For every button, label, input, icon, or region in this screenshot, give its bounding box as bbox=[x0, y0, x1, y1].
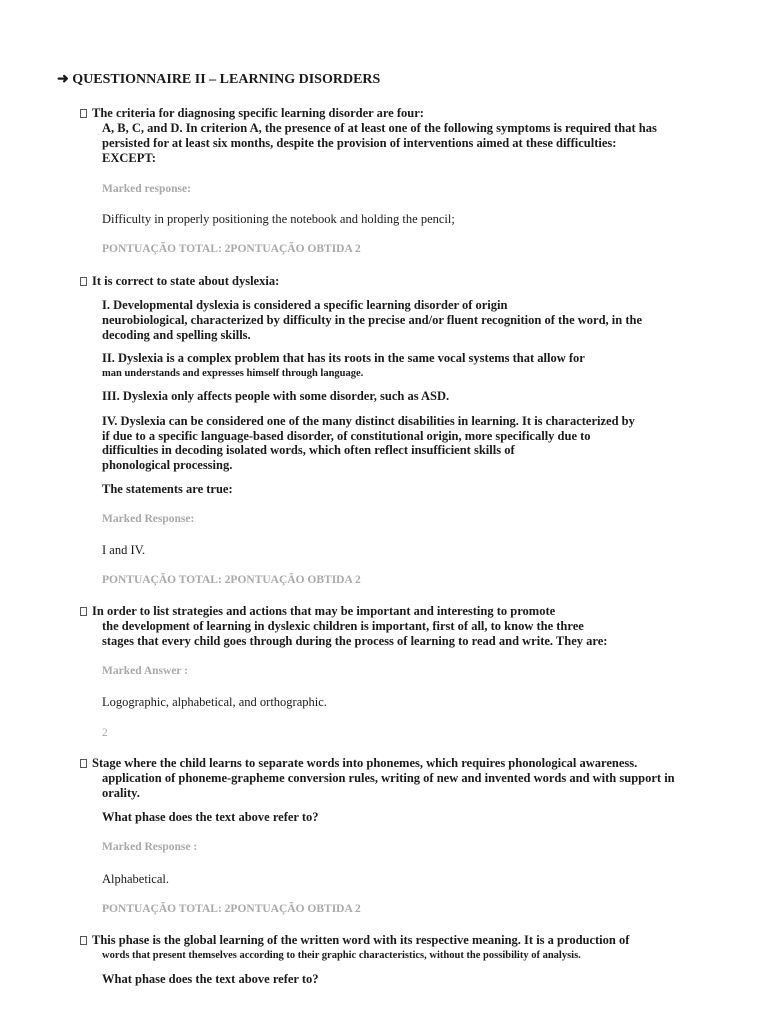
statement-1-line-3: decoding and spelling skills. bbox=[102, 328, 251, 342]
checkbox-icon bbox=[80, 607, 87, 616]
question-3-line-3: stages that every child goes through during the process of learning to read and write. They are: bbox=[102, 634, 608, 648]
marked-response-label: Marked response: bbox=[102, 183, 191, 195]
question-4-line-3: orality. bbox=[102, 786, 140, 800]
question-1-line-2: A, B, C, and D. In criterion A, the presence of at least one of the following symptoms is required that has bbox=[102, 121, 657, 135]
question-4-prompt: What phase does the text above refer to? bbox=[102, 810, 319, 824]
arrow-icon: ➜ bbox=[57, 72, 69, 87]
score-text: 2 bbox=[102, 727, 108, 739]
statement-1-line-2: neurobiological, characterized by difficulty in the precise and/or fluent recognition of the word, in the bbox=[102, 313, 643, 327]
question-1-line-1: The criteria for diagnosing specific learning disorder are four: bbox=[80, 106, 424, 121]
question-3-line-2: the development of learning in dyslexic children is important, first of all, to know the three bbox=[102, 619, 584, 633]
question-2-prompt: The statements are true: bbox=[102, 482, 233, 496]
answer-text: Alphabetical. bbox=[102, 872, 169, 886]
checkbox-icon bbox=[80, 759, 87, 768]
checkbox-icon bbox=[80, 277, 87, 286]
page-title bbox=[57, 71, 380, 88]
score-text: PONTUAÇÃO TOTAL: 2PONTUAÇÃO OBTIDA 2 bbox=[102, 903, 361, 915]
statement-4-line-4: phonological processing. bbox=[102, 458, 233, 472]
statement-4-line-1: IV. Dyslexia can be considered one of the many distinct disabilities in learning. It is characterized by bbox=[102, 414, 635, 428]
statement-4-line-3: difficulties in decoding isolated words, which often reflect insufficient skills of bbox=[102, 443, 515, 457]
question-1-line-4: EXCEPT: bbox=[102, 151, 156, 165]
checkbox-icon bbox=[80, 109, 87, 118]
marked-response-label: Marked Response : bbox=[102, 841, 198, 853]
answer-text: I and IV. bbox=[102, 543, 146, 557]
question-4-line-2: application of phoneme-grapheme conversion rules, writing of new and invented words and with support in bbox=[102, 771, 675, 785]
answer-text: Difficulty in properly positioning the notebook and holding the pencil; bbox=[102, 212, 455, 226]
checkbox-icon bbox=[80, 936, 87, 945]
question-5-line-2: words that present themselves according to their graphic characteristics, without the possibility of analysis. bbox=[102, 950, 581, 961]
question-5-prompt: What phase does the text above refer to? bbox=[102, 972, 319, 986]
question-4-line-1: Stage where the child learns to separate words into phonemes, which requires phonological awareness. bbox=[80, 756, 637, 771]
marked-response-label: Marked Response: bbox=[102, 513, 195, 525]
question-1-line-3: persisted for at least six months, despite the provision of interventions aimed at these difficulties: bbox=[102, 136, 617, 150]
question-5-line-1: This phase is the global learning of the written word with its respective meaning. It is a production of bbox=[80, 933, 629, 948]
score-text: PONTUAÇÃO TOTAL: 2PONTUAÇÃO OBTIDA 2 bbox=[102, 574, 361, 586]
question-2-line-1: It is correct to state about dyslexia: bbox=[80, 274, 279, 289]
statement-2-line-1: II. Dyslexia is a complex problem that has its roots in the same vocal systems that allow for bbox=[102, 351, 585, 365]
statement-2-line-2: man understands and expresses himself through language. bbox=[102, 368, 364, 379]
title-text: QUESTIONNAIRE II – LEARNING DISORDERS bbox=[72, 72, 381, 87]
answer-text: Logographic, alphabetical, and orthographic. bbox=[102, 695, 327, 709]
statement-3: III. Dyslexia only affects people with some disorder, such as ASD. bbox=[102, 389, 450, 403]
statement-4-line-2: if due to a specific language-based disorder, of constitutional origin, more specifically due to bbox=[102, 429, 591, 443]
statement-1-line-1: I. Developmental dyslexia is considered a specific learning disorder of origin bbox=[102, 298, 508, 312]
score-text: PONTUAÇÃO TOTAL: 2PONTUAÇÃO OBTIDA 2 bbox=[102, 243, 361, 255]
question-3-line-1: In order to list strategies and actions that may be important and interesting to promote bbox=[80, 604, 555, 619]
marked-answer-label: Marked Answer : bbox=[102, 665, 189, 677]
